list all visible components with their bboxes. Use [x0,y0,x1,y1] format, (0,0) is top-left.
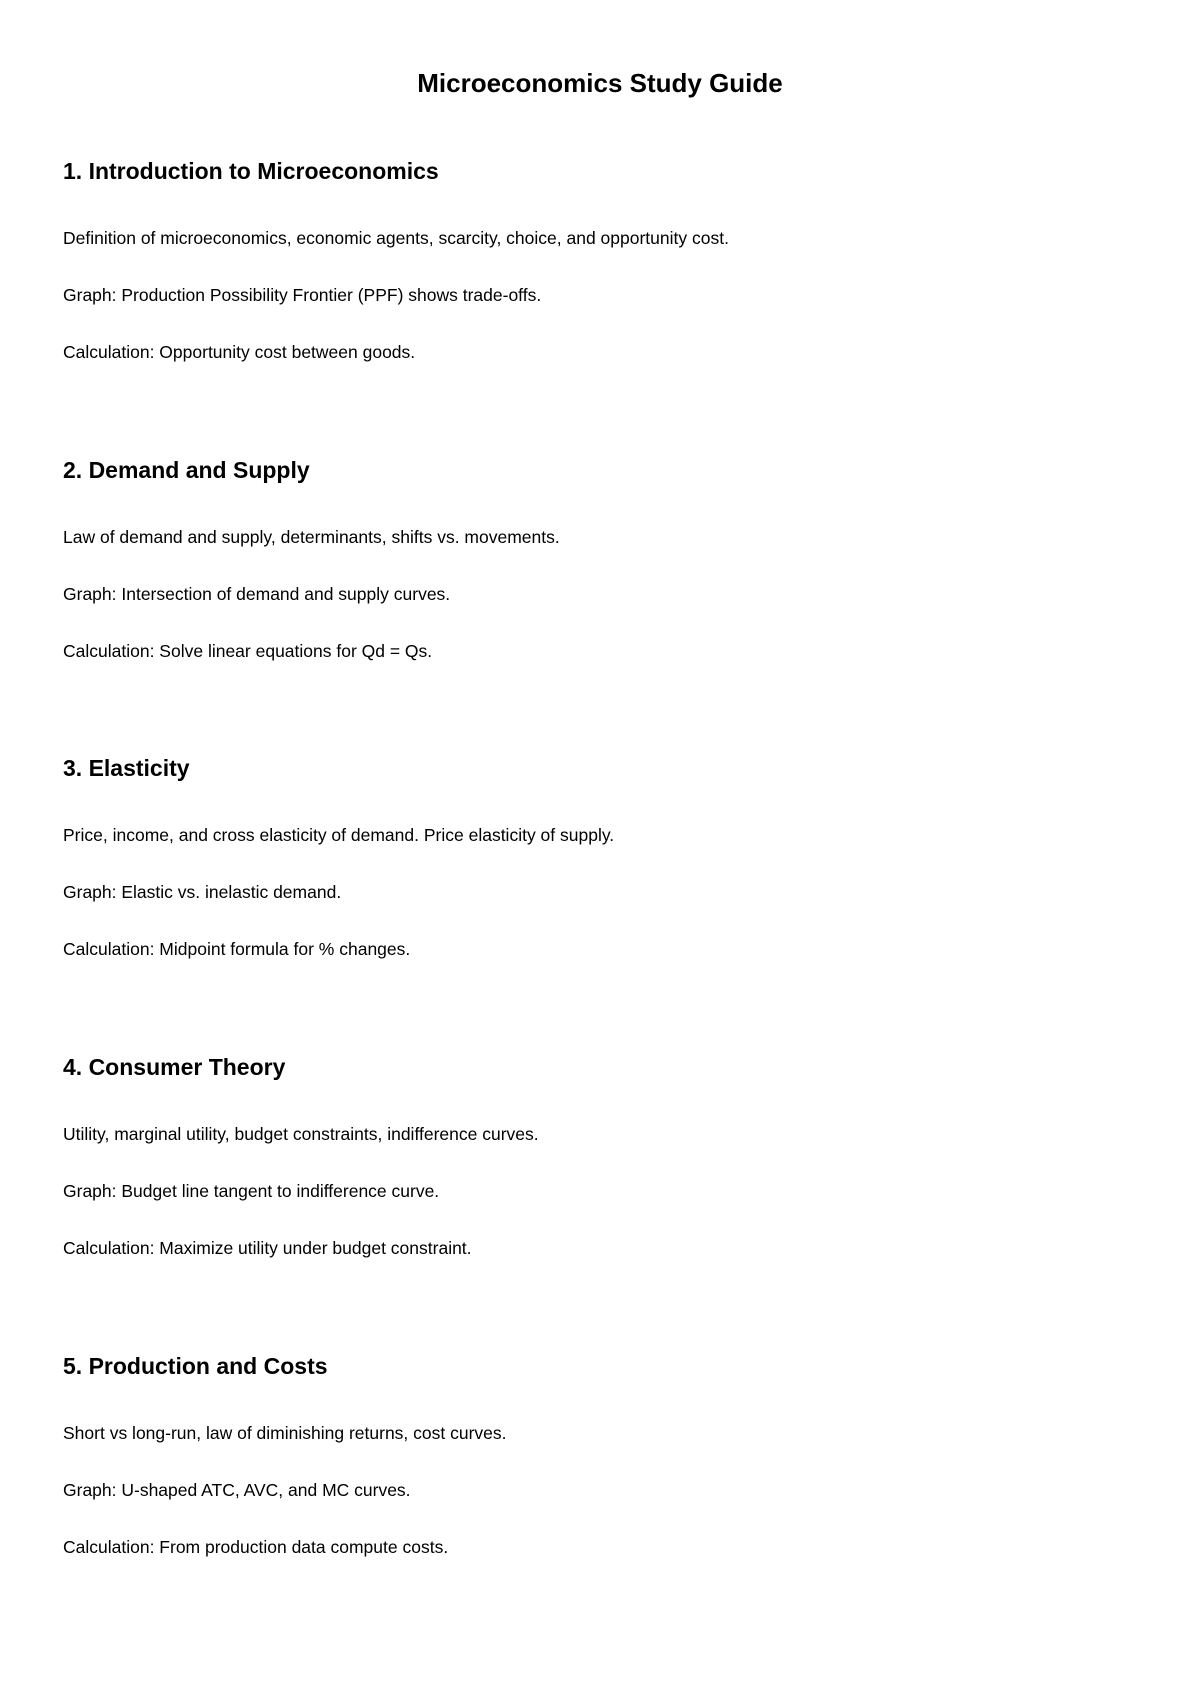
section-calculation-note: Calculation: From production data compute costs. [63,1537,449,1557]
section-graph-note: Graph: Budget line tangent to indifference curve. [63,1181,440,1201]
section-calculation-note: Calculation: Solve linear equations for Qd = Qs. [63,641,433,661]
section-description: Short vs long-run, law of diminishing returns, cost curves. [63,1423,507,1443]
section-description: Utility, marginal utility, budget constraints, indifference curves. [63,1124,539,1144]
section-heading: 3. Elasticity [63,755,190,781]
page-title: Microeconomics Study Guide [417,68,783,98]
section-graph-note: Graph: U-shaped ATC, AVC, and MC curves. [63,1480,411,1500]
section-production-costs [63,1351,1143,1557]
section-graph-note: Graph: Elastic vs. inelastic demand. [63,882,342,902]
section-calculation-note: Calculation: Maximize utility under budget constraint. [63,1238,472,1258]
section-heading: 4. Consumer Theory [63,1054,286,1080]
section-description: Price, income, and cross elasticity of demand. Price elasticity of supply. [63,825,615,845]
section-graph-note: Graph: Production Possibility Frontier (PPF) shows trade-offs. [63,285,542,305]
section-introduction [63,156,1143,362]
section-heading: 2. Demand and Supply [63,457,310,483]
section-graph-note: Graph: Intersection of demand and supply curves. [63,584,451,604]
section-consumer-theory [63,1052,1143,1258]
section-description: Definition of microeconomics, economic agents, scarcity, choice, and opportunity cost. [63,228,729,248]
section-heading: 5. Production and Costs [63,1353,328,1379]
section-description: Law of demand and supply, determinants, shifts vs. movements. [63,527,560,547]
section-calculation-note: Calculation: Opportunity cost between goods. [63,342,416,362]
section-elasticity [63,753,1143,959]
section-heading: 1. Introduction to Microeconomics [63,158,439,184]
section-calculation-note: Calculation: Midpoint formula for % changes. [63,939,411,959]
section-demand-supply [63,455,1143,661]
